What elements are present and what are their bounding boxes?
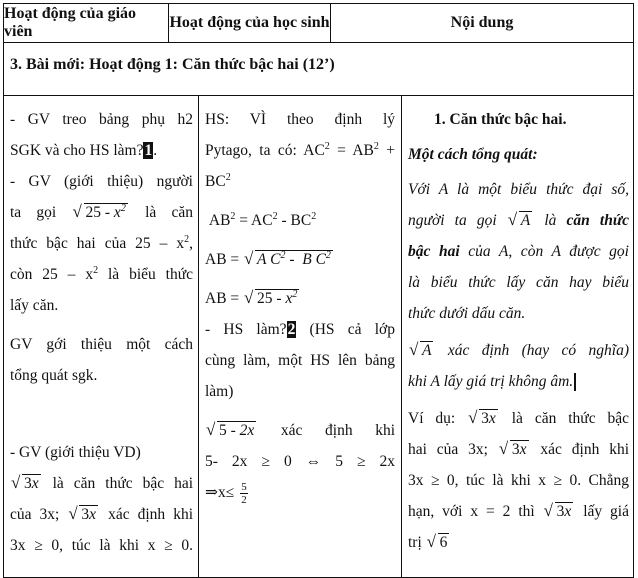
student-line: HS: VÌ theo định lý (205, 111, 395, 128)
teacher-cell (10, 104, 193, 561)
divider (198, 95, 199, 577)
sqrt-expression: √ 3x (69, 506, 98, 524)
example-line: hai của 3x; √ 3x xác định khi (408, 434, 629, 465)
example-line: hạn, với x = 2 thì √ 3x lấy giá (408, 496, 629, 527)
content-title: 1. Căn thức bậc hai. (434, 111, 567, 128)
sqrt-expression: √ 6 (428, 534, 450, 552)
sqrt-expression: √ $25 - x^2$ (74, 204, 128, 222)
student-line: $BC^2$ (205, 171, 231, 190)
fraction: $\frac{5}{2}$ (241, 480, 247, 506)
example-line: 3x ≥ 0, túc là khi x ≥ 0. Chẳng (408, 472, 629, 489)
text-cursor (574, 373, 576, 391)
teacher-line: thức bậc hai của $25 - x^2$, (10, 233, 193, 252)
sqrt-expression: √ 3x (500, 441, 529, 459)
teacher-line: của 3x; √ 3x xác định khi (10, 499, 193, 530)
sqrt-expression: √ 3x (469, 410, 498, 428)
teacher-line: SGK và cho HS làm?1. (10, 142, 158, 159)
student-line: 5- 2x ≥ 0 ⇔ 5 ≥ 2x (205, 453, 395, 470)
header-student: Hoạt động của học sinh (169, 14, 330, 31)
sqrt-expression: √ 5 - 2x (207, 422, 256, 440)
sqrt-expression: √ 3x (12, 475, 41, 493)
divider (4, 95, 633, 96)
sqrt-expression: √ A $C^2$ - B $C^2$ (245, 251, 333, 269)
teacher-line: GV gới thiệu một cách (10, 336, 193, 353)
teacher-line: ta gọi √ $25 - x^2$ là căn (10, 197, 193, 228)
header-teacher: Hoạt động của giáo viên (4, 5, 137, 40)
student-line: ⇒x≤ $\frac{5}{2}$ (205, 480, 247, 506)
sqrt-expression: √ $25 - x^2$ (245, 290, 299, 308)
divider (401, 95, 402, 577)
student-line: AB = √ A $C^2$ - B $C^2$ (205, 244, 395, 275)
teacher-line: - GV (giới thiệu) người (10, 173, 193, 190)
teacher-line: √ 3x là căn thức bậc hai (10, 468, 193, 499)
content-cell (408, 104, 629, 558)
sqrt-expression: √ 3x (545, 503, 574, 521)
content-line: là biểu thức lấy căn hay biểu (408, 274, 629, 291)
teacher-line: 3x ≥ 0, túc là khi x ≥ 0. (10, 537, 193, 554)
content-line: bậc hai của A, còn A được gọi (408, 243, 629, 260)
sqrt-expression: √ A (410, 342, 433, 360)
student-line: √ 5 - 2x xác định khi (205, 415, 395, 446)
question-marker: 2 (287, 321, 296, 338)
student-line: Pytago, ta có: $AC^2 = AB^2$ + (205, 140, 395, 159)
student-cell (205, 104, 395, 508)
divider (4, 42, 633, 43)
teacher-line: - GV (giới thiệu VD) (10, 444, 141, 461)
student-line: làm) (205, 383, 234, 400)
teacher-line: tổng quát sgk. (10, 367, 98, 384)
content-subtitle: Một cách tổng quát: (408, 146, 538, 163)
example-line: trị √ 6 (408, 527, 629, 558)
teacher-line: còn $25 - x^2$ là biểu thức (10, 264, 193, 283)
teacher-line: lấy căn. (10, 297, 59, 314)
header-content: Nội dung (450, 14, 514, 31)
question-marker: 1 (144, 142, 153, 159)
content-line: √ A xác định (hay có nghĩa) (408, 335, 629, 366)
example-line: Ví dụ: √ 3x là căn thức bậc (408, 403, 629, 434)
content-line: người ta gọi √ A là căn thức (408, 205, 629, 236)
content-line: thức dưới dấu căn. (408, 305, 526, 322)
sqrt-expression: √ A (509, 212, 532, 230)
section-title: 3. Bài mới: Hoạt động 1: Căn thức bậc hai (12’) (10, 56, 335, 73)
content-line: Với A là một biểu thức đại số, (408, 181, 629, 198)
student-line: - HS làm?2 (HS cả lớp (205, 321, 395, 338)
student-line: AB = √ $25 - x^2$ (205, 283, 395, 314)
lesson-table (3, 3, 634, 578)
content-line: khi A lấy giá trị không âm. (408, 366, 629, 397)
student-line: cùng làm, một HS lên bảng (205, 352, 395, 369)
teacher-line: - GV treo bảng phụ h2 (10, 111, 193, 128)
student-line: $AB^2 = AC^2 - BC^2$ (208, 210, 317, 229)
